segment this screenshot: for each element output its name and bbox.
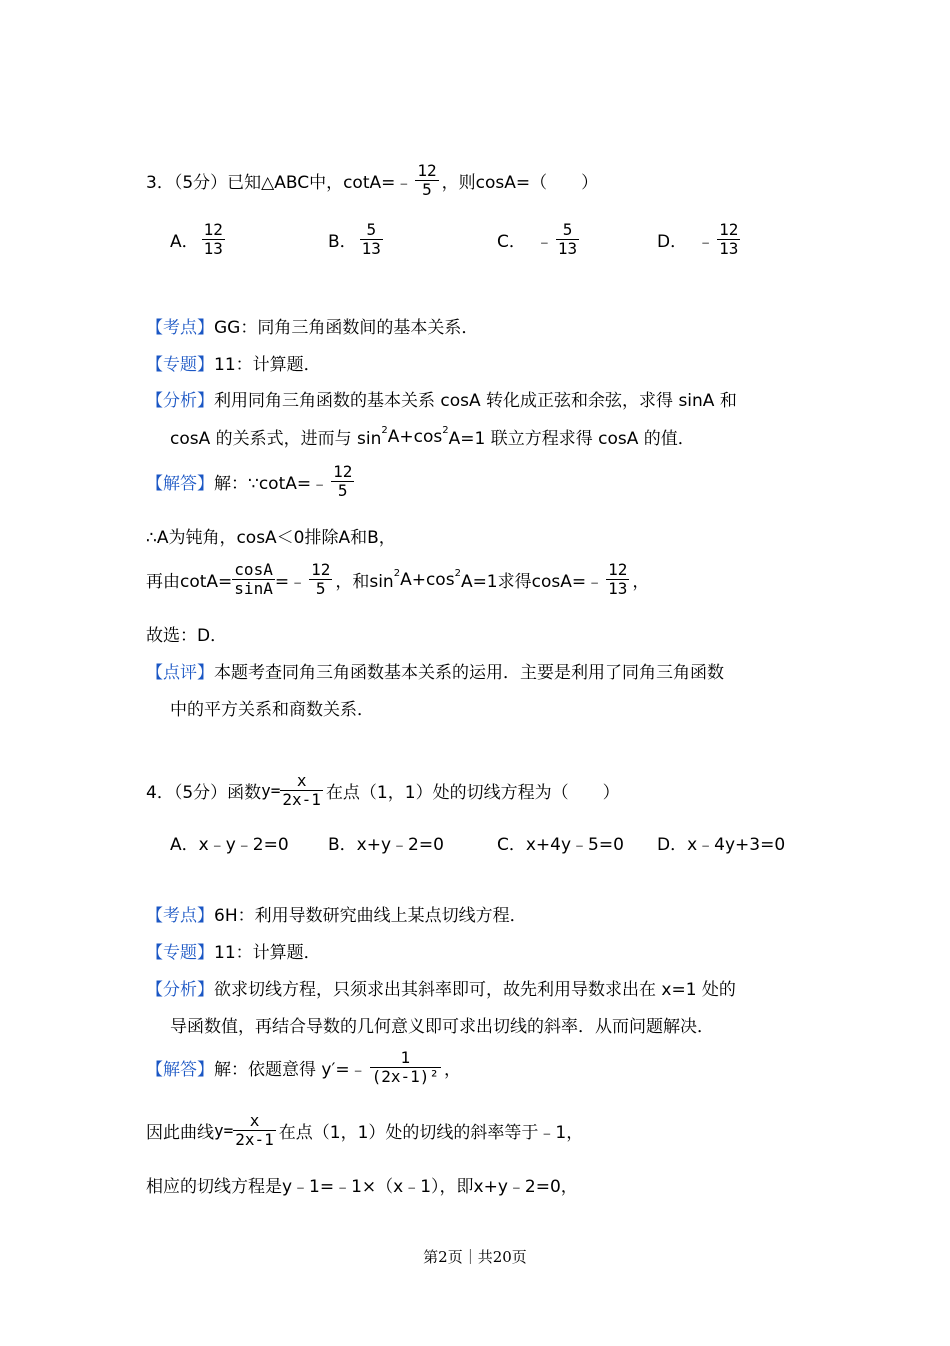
q4-zhuanti: 【专题】 11：计算题． xyxy=(146,943,321,963)
q3-dianping: 【点评】 本题考查同角三角函数基本关系的运用．主要是利用了同角三角函数 xyxy=(146,663,724,683)
q4-step1: 因此曲线 y= $\frac{x}{2x-1}$ 在点（1，1）处的切线的斜率等于﹣1， xyxy=(146,1111,584,1149)
q3-zhuanti: 【专题】 11：计算题． xyxy=(146,355,321,375)
q4-stem: 4．（5分）函数 y= $\frac{x}{2x-1}$ 在点（1，1）处的切线方程为（ ） xyxy=(146,771,620,809)
q3-dianping-cont: 中的平方关系和商数关系． xyxy=(170,700,374,720)
q4-kaodian: 【考点】 6H：利用导数研究曲线上某点切线方程． xyxy=(146,906,527,926)
q3-fenxi-cont: cosA 的关系式，进而与 sin $^2$ A+cos $^2$ A=1 联立方程求得 cosA 的值． xyxy=(170,424,695,449)
q4-fenxi-cont: 导函数值，再结合导数的几何意义即可求出切线的斜率．从而问题解决． xyxy=(170,1017,714,1037)
q3-option-c: C． ﹣ $\frac{5}{13}$ xyxy=(497,220,578,258)
page-footer: 第2页｜共20页 xyxy=(423,1248,527,1266)
q3-stem-fraction: $\frac{12}{5}$ xyxy=(417,161,437,199)
q3-option-d: D． ﹣ $\frac{12}{13}$ xyxy=(657,220,739,258)
q3-step1: ∴A为钝角，cosA＜0排除A和B， xyxy=(146,528,396,548)
q3-fenxi: 【分析】 利用同角三角函数的基本关系 cosA 转化成正弦和余弦，求得 sinA 和 xyxy=(146,391,737,411)
q4-jieda: 【解答】 解：依题意得 y′=﹣ $\frac{1}{\text{(2x-1)²}}$ ， xyxy=(146,1048,462,1086)
q4-fenxi: 【分析】 欲求切线方程，只须求出其斜率即可，故先利用导数求出在 x=1 处的 xyxy=(146,980,736,1000)
q4-option-c: C． x+4y﹣5=0 xyxy=(497,835,624,855)
q4-option-d: D． x﹣4y+3=0 xyxy=(657,835,786,855)
q3-kaodian: 【考点】 GG：同角三角函数间的基本关系． xyxy=(146,318,479,338)
q4-option-b: B． x+y﹣2=0 xyxy=(328,835,444,855)
q3-jieda: 【解答】 解：∵cotA=﹣ $\frac{12}{5}$ xyxy=(146,462,353,500)
q3-option-a: A． $\frac{12}{13}$ xyxy=(170,220,223,258)
q3-option-b: B． $\frac{5}{13}$ xyxy=(328,220,381,258)
q3-answer: 故选：D． xyxy=(146,626,228,646)
q4-step2: 相应的切线方程是y﹣1=﹣1×（x﹣1），即x+y﹣2=0， xyxy=(146,1177,578,1197)
q4-option-a: A． x﹣y﹣2=0 xyxy=(170,835,289,855)
q3-stem: 3．（5分）已知△ABC中，cotA=﹣ $\frac{12}{5}$ ，则cosA=（ ） xyxy=(146,161,599,199)
q3-step2: 再由cotA= $\frac{\cos A}{\sin A}$ =﹣ $\frac{12}{5}$ ，和sin $^2$ A+cos $^2$ A=1求得cosA=﹣ $\frac{12}{13}$ ， xyxy=(146,560,650,598)
